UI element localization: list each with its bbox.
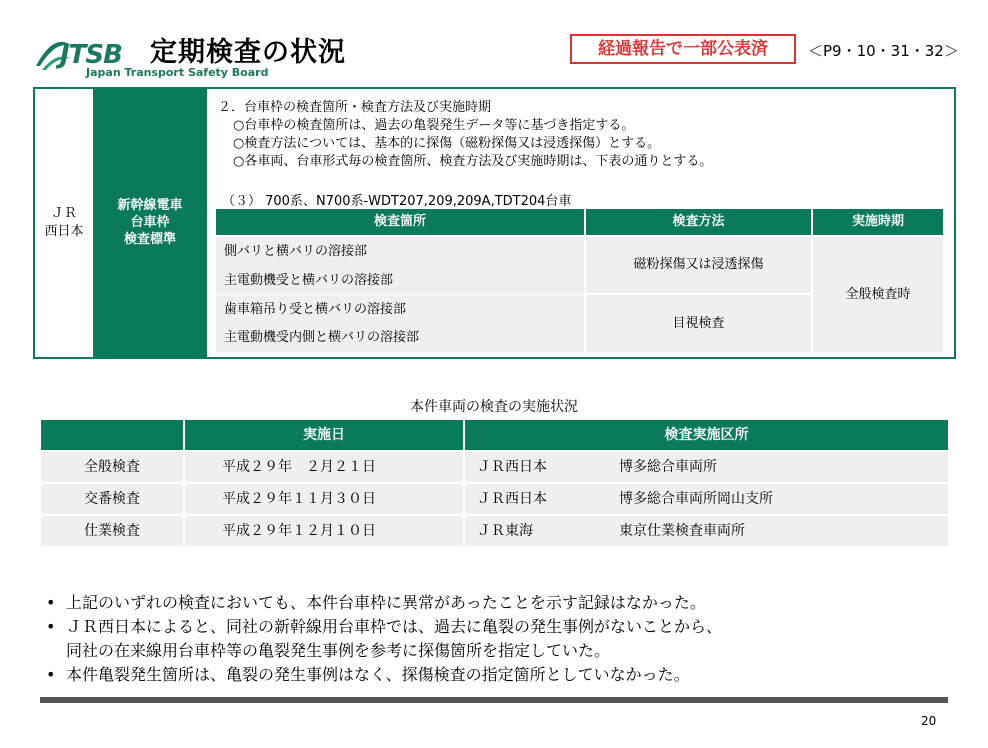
standard-subheading: （３） 700系、N700系-WDT207,209,209A,TDT204台車	[222, 194, 572, 209]
location-cell: 主電動機受と横バリの溶接部	[216, 266, 584, 294]
page-reference: ＜P9・10・31・32＞	[808, 42, 959, 60]
method-cell: 目視検査	[586, 295, 811, 352]
header-timing: 実施時期	[813, 209, 943, 235]
category-line: 新幹線電車	[117, 198, 183, 213]
category-line: 台車枠	[130, 215, 170, 230]
status-badge: 経過報告で一部公表済	[570, 34, 796, 64]
row-divider	[216, 294, 584, 295]
bullet-item	[46, 662, 690, 685]
header-location: 検査実施区所	[465, 420, 948, 450]
standard-item: ○各車両、台車形式毎の検査箇所、検査方法及び実施時期は、下表の通りとする。	[233, 154, 713, 169]
bullet-dot: •	[46, 665, 56, 684]
inspection-title: 本件車両の検査の実施状況	[410, 399, 578, 415]
header-empty	[41, 420, 183, 450]
category-cell	[93, 89, 207, 357]
bullet-text: 上記のいずれの検査においても、本件台車枠に異常があったことを示す記録はなかった。	[66, 593, 706, 612]
inspection-location-cell	[465, 484, 948, 514]
footer-bar	[40, 697, 948, 703]
standard-item: ○検査方法については、基本的に探傷（磁粉探傷又は浸透探傷）とする。	[233, 136, 661, 151]
bullet-dot: •	[46, 617, 56, 636]
header-method: 検査方法	[586, 209, 811, 235]
method-cell: 磁粉探傷又は浸透探傷	[586, 237, 811, 293]
inspection-company: ＪＲ東海	[477, 523, 533, 539]
standard-heading: ２．台車枠の検査箇所・検査方法及び実施時期	[218, 100, 492, 115]
bullet-continuation: 同社の在来線用台車枠等の亀裂発生事例を参考に探傷箇所を指定していた。	[66, 641, 611, 660]
inspection-type: 交番検査	[41, 484, 183, 514]
inspection-place: 博多総合車両所岡山支所	[619, 491, 773, 507]
timing-cell: 全般検査時	[813, 237, 943, 352]
inspection-location-cell	[465, 516, 948, 546]
location-cell: 主電動機受内側と横バリの溶接部	[216, 323, 584, 352]
header-location: 検査箇所	[216, 209, 584, 235]
bullet-dot: •	[46, 593, 56, 612]
bullet-text: 本件亀裂発生箇所は、亀裂の発生事例はなく、探傷検査の指定箇所としていなかった。	[66, 665, 690, 684]
page-number: 20	[921, 714, 937, 728]
inspection-place: 博多総合車両所	[619, 459, 717, 475]
operator-line: ＪＲ	[50, 206, 77, 221]
bullet-item	[46, 590, 706, 613]
operator-cell	[35, 89, 93, 357]
inspection-company: ＪＲ西日本	[477, 491, 547, 507]
inspection-type: 全般検査	[41, 452, 183, 482]
logo-subtitle: Japan Transport Safety Board	[86, 66, 269, 79]
bullet-text: ＪＲ西日本によると、同社の新幹線用台車枠では、過去に亀裂の発生事例がないことから、	[66, 617, 723, 636]
page-title: 定期検査の状況	[150, 37, 346, 68]
inspection-date: 平成２９年１１月３０日	[185, 484, 463, 514]
inspection-date: 平成２９年１２月１０日	[185, 516, 463, 546]
inspection-place: 東京仕業検査車両所	[619, 523, 745, 539]
inspection-date: 平成２９年 ２月２１日	[185, 452, 463, 482]
bullet-item	[46, 614, 722, 637]
location-cell: 側バリと横バリの溶接部	[216, 237, 584, 266]
standard-item: ○台車枠の検査箇所は、過去の亀裂発生データ等に基づき指定する。	[233, 118, 635, 133]
category-line: 検査標準	[123, 232, 176, 247]
operator-line: 西日本	[44, 224, 84, 239]
inspection-company: ＪＲ西日本	[477, 459, 547, 475]
inspection-type: 仕業検査	[41, 516, 183, 546]
header-date: 実施日	[185, 420, 463, 450]
inspection-location-cell	[465, 452, 948, 482]
location-cell: 歯車箱吊り受と横バリの溶接部	[216, 295, 584, 323]
logo-text: JTSB	[60, 40, 122, 70]
